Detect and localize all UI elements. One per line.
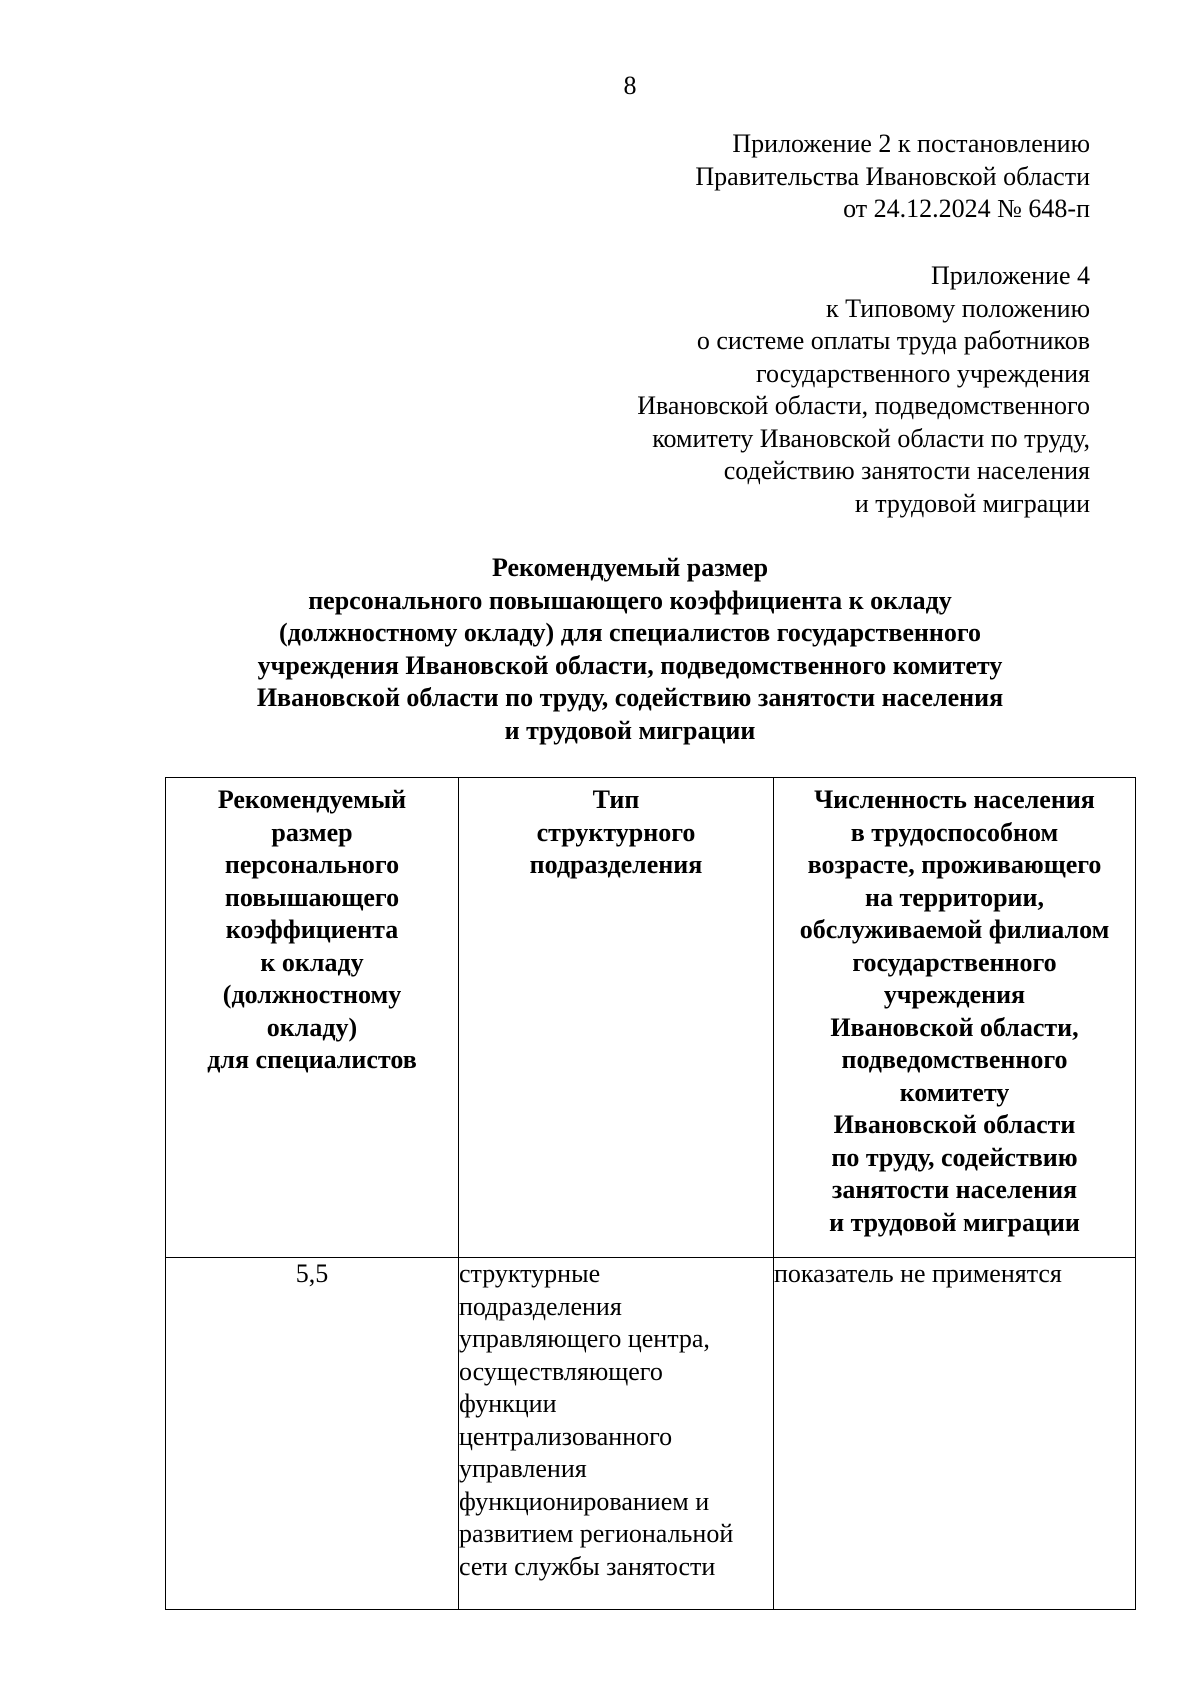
header-population — [774, 778, 1136, 1258]
cell-line: централизованного — [459, 1421, 673, 1451]
cell-population: показатель не применятся — [774, 1258, 1136, 1610]
cell-line: структурные — [459, 1259, 601, 1288]
document-title-line: Ивановской области по труду, содействию занятости населения — [256, 683, 1004, 712]
header-line: для специалистов — [207, 1045, 417, 1074]
header-line: окладу) — [266, 1012, 358, 1042]
header-line: подразделения — [529, 850, 703, 879]
header-line: учреждения — [883, 980, 1026, 1009]
page-number: 8 — [623, 71, 637, 100]
header-line: подведомственного — [841, 1045, 1068, 1074]
cell-line: функции — [459, 1389, 557, 1418]
header-unit-type — [459, 778, 774, 1258]
table-header-row — [166, 778, 1136, 1258]
cell-line: управления — [459, 1454, 587, 1483]
document-title-line: (должностному окладу) для специалистов государственного — [278, 618, 982, 647]
appendix-4-line: и трудовой миграции — [854, 488, 1090, 518]
header-line: размер — [271, 817, 353, 847]
appendix-4-line: о системе оплаты труда работников — [696, 326, 1090, 355]
header-line: обслуживаемой филиалом — [799, 915, 1110, 944]
header-line: (должностному — [222, 980, 402, 1009]
appendix-4-line: комитету Ивановской области по труду, — [652, 423, 1090, 453]
cell-unit-type — [459, 1258, 774, 1610]
appendix-2-line: Приложение 2 к постановлению — [732, 129, 1090, 158]
document-title-line: Рекомендуемый размер — [491, 553, 769, 582]
cell-coefficient-value: 5,5 — [166, 1258, 459, 1610]
appendix-4-line: содействию занятости населения — [723, 456, 1090, 485]
header-line: государственного — [852, 947, 1057, 977]
document-title-line: учреждения Ивановской области, подведомственного комитету — [257, 650, 1003, 680]
header-line: Рекомендуемый — [217, 785, 407, 814]
appendix-2-line: от 24.12.2024 № 648-п — [843, 194, 1090, 223]
appendix-4-line: Приложение 4 — [930, 261, 1090, 290]
cell-line: функционированием и — [459, 1486, 710, 1516]
header-line: Численность населения — [814, 785, 1095, 814]
appendix-4-line: государственного учреждения — [755, 358, 1090, 388]
header-line: Ивановской области — [833, 1110, 1076, 1139]
header-line: занятости населения — [831, 1175, 1078, 1204]
header-line: к окладу — [260, 947, 364, 977]
header-coefficient — [166, 778, 459, 1258]
cell-line: управляющего центра, — [459, 1324, 710, 1353]
cell-line: осуществляющего — [459, 1356, 663, 1386]
header-line: возрасте, проживающего — [807, 850, 1102, 879]
header-line: коэффициента — [225, 915, 399, 944]
cell-line: развитием региональной — [459, 1519, 734, 1548]
document-title-line: персонального повышающего коэффициента к окладу — [308, 585, 952, 615]
appendix-2-line: Правительства Ивановской области — [695, 161, 1090, 191]
header-line: персонального — [224, 850, 400, 879]
header-line: в трудоспособном — [850, 817, 1059, 847]
table-row — [166, 1258, 1136, 1610]
header-line: по труду, содействию — [831, 1142, 1078, 1172]
appendix-4-reference — [637, 260, 1090, 520]
header-line: Тип — [592, 785, 640, 814]
header-line: на территории, — [864, 882, 1045, 912]
header-line: Ивановской области, — [830, 1012, 1079, 1042]
coefficient-table — [165, 777, 1136, 1610]
appendix-4-line: Ивановской области, подведомственного — [637, 391, 1090, 420]
document-title — [170, 552, 1090, 747]
appendix-4-line: к Типовому положению — [825, 293, 1090, 323]
header-line: и трудовой миграции — [829, 1207, 1080, 1237]
header-line: структурного — [536, 817, 696, 847]
cell-line: подразделения — [459, 1291, 622, 1321]
cell-line: сети службы занятости — [459, 1551, 716, 1581]
header-line: комитету — [899, 1077, 1010, 1107]
header-line: повышающего — [224, 882, 400, 912]
appendix-2-reference — [695, 128, 1090, 226]
document-title-line: и трудовой миграции — [504, 715, 756, 745]
